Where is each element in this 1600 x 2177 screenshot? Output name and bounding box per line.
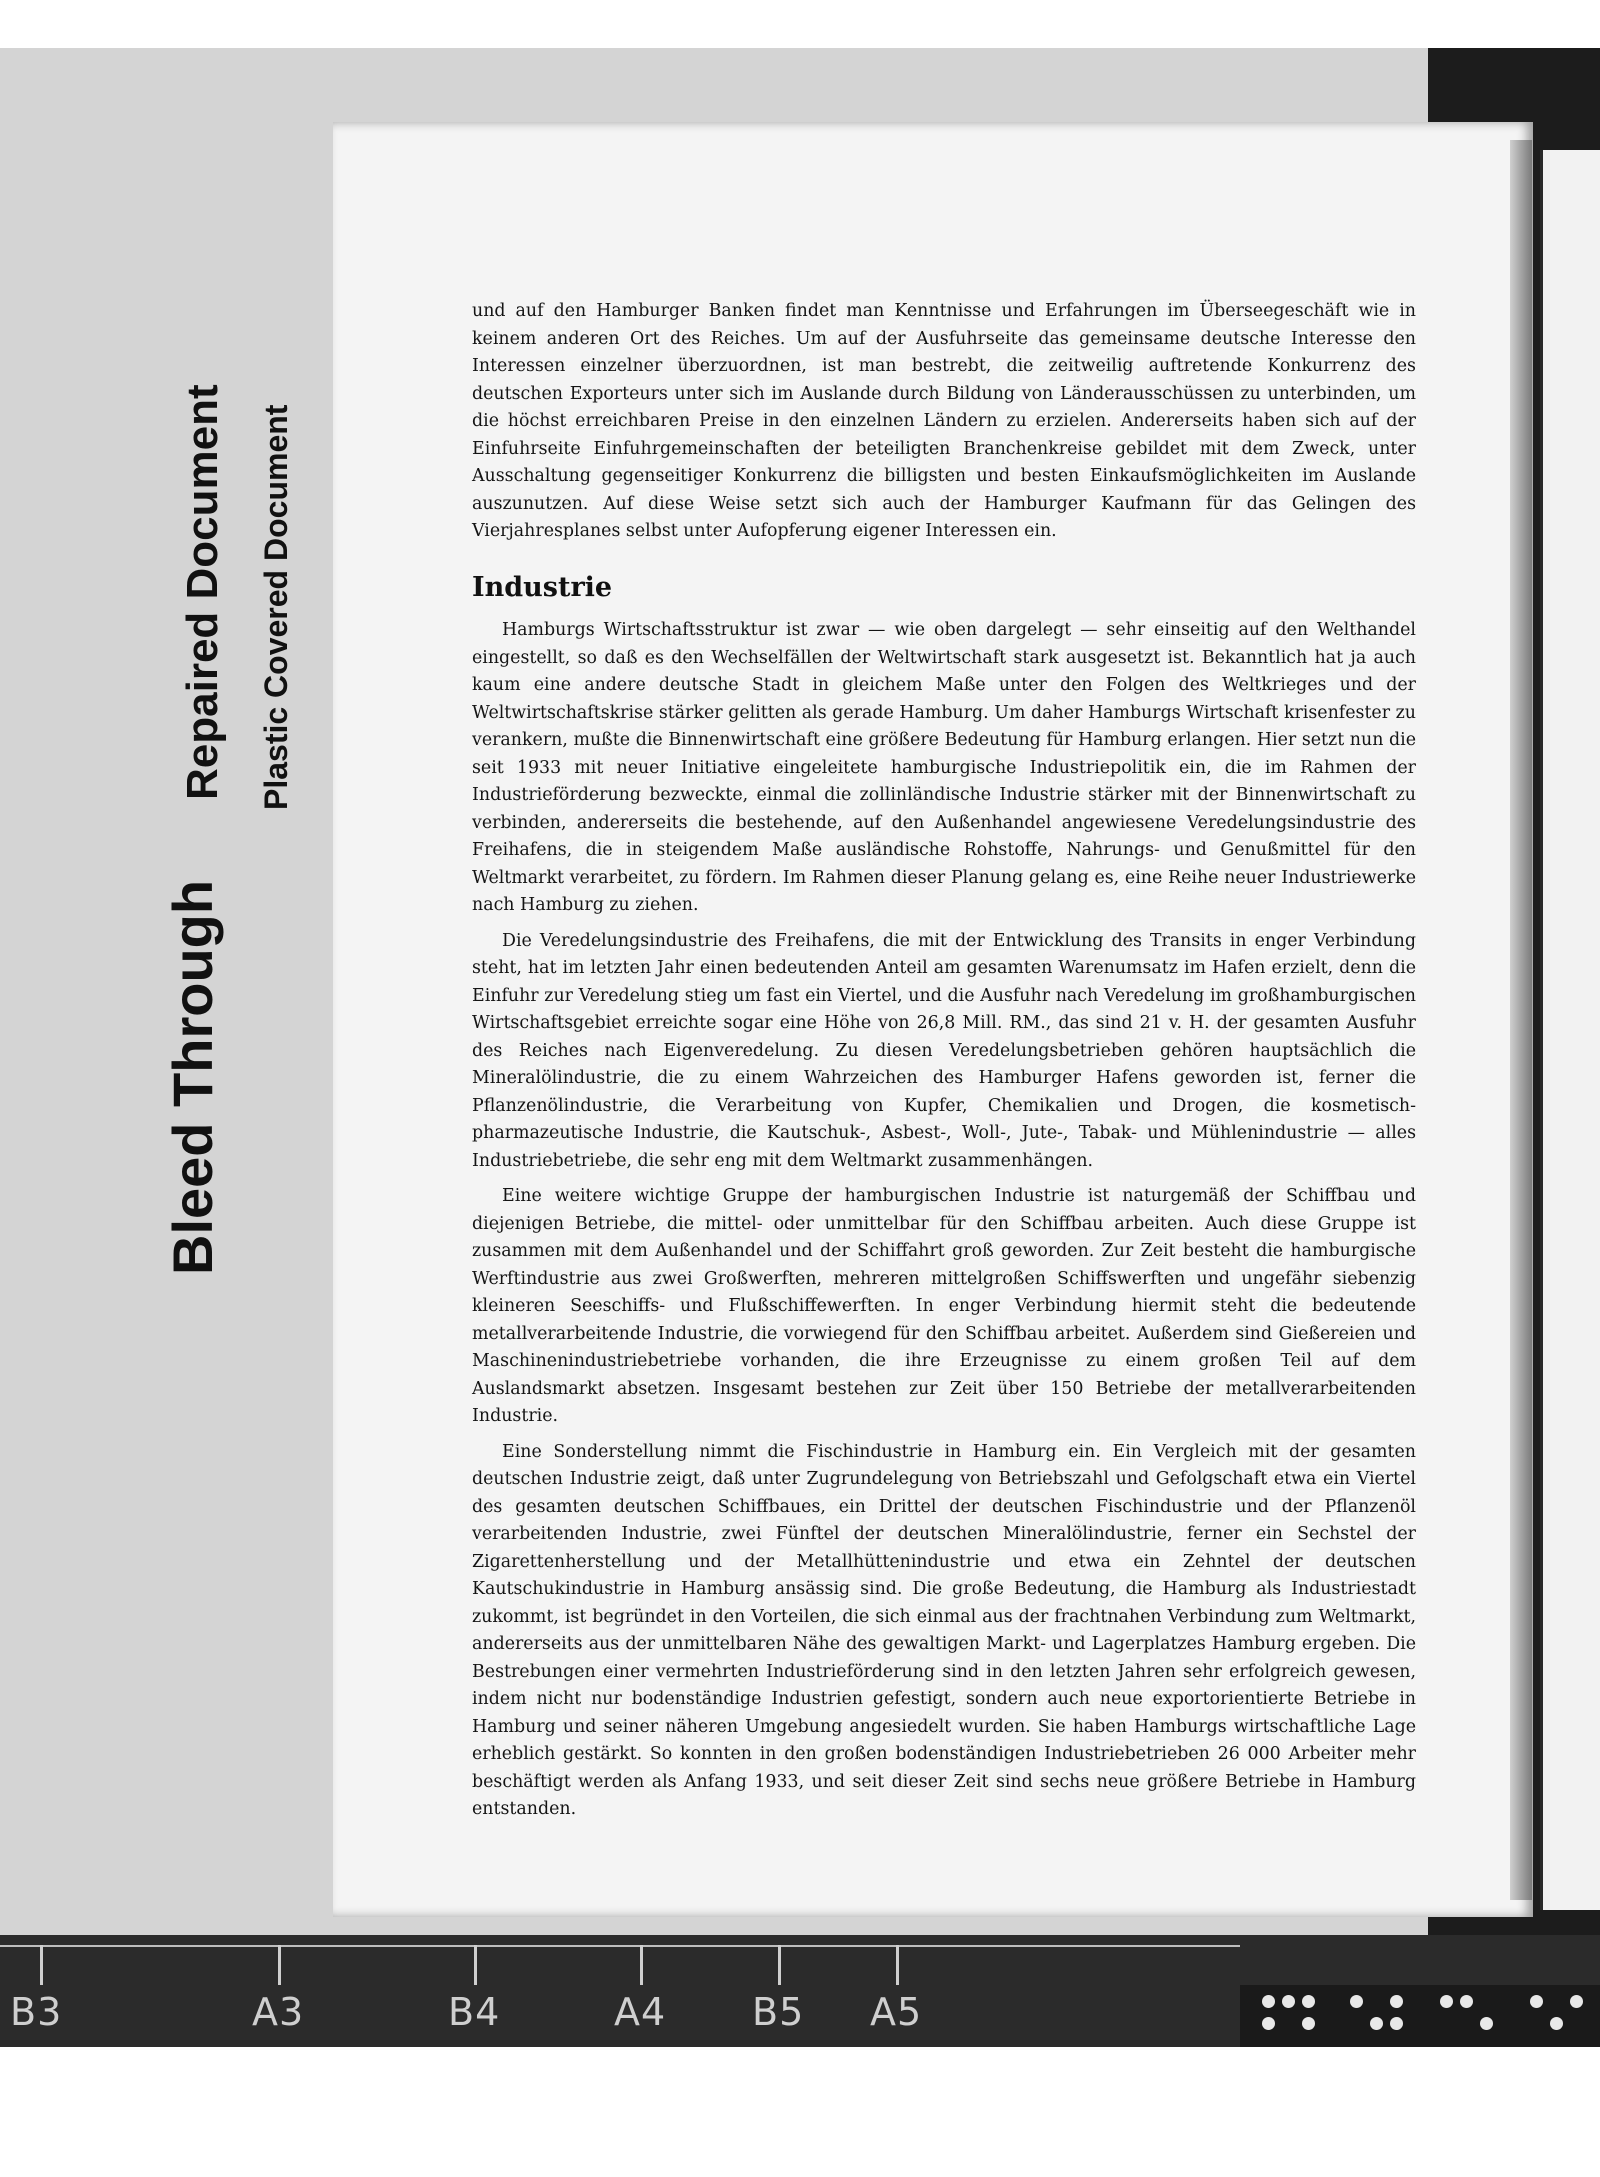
paragraph: Eine Sonderstellung nimmt die Fischindustrie in Hamburg ein. Ein Vergleich mit der gesamten deutschen Industrie zeigt, daß unter Zugrundelegung von Betriebszahl und Gefolgschaft etwa ein Viertel des gesamten deutschen Schiffbaues, ein Drittel der deutschen Fischindustrie und der Pflanzenöl verarbeitenden Industrie, zwei Fünftel der deutschen Mineralölindustrie, ferner ein Sechstel der Zigarettenherstellung und der Metallhüttenindustrie und etwa ein Zehntel der deutschen Kautschukindustrie in Hamburg ansässig sind. Die große Bedeutung, die Hamburg als Industriestadt zukommt, ist begründet in den Vorteilen, die sich einmal aus der frachtnahen Verbindung zum Weltmarkt, andererseits aus der unmittelbaren Nähe des gewaltigen Markt- und Lagerplatzes Hamburg ergeben. Die Bestrebungen einer vermehrten Industrieförderung sind in den letzten Jahren sehr erfolgreich gewesen, indem nicht nur bodenständige Industrien gefestigt, sondern auch neue exportorientierte Betriebe in Hamburg und seiner näheren Umgebung angesiedelt wurden. Sie haben Hamburgs wirtschaftliche Lage erheblich gestärkt. So konnten in den großen bodenständigen Industriebetrieben 26 000 Arbeiter mehr beschäftigt werden als Anfang 1933, und seit dieser Zeit sind sechs neue größere Betriebe in Hamburg entstanden. xyxy=(472,1441,1416,1819)
paragraph: Eine weitere wichtige Gruppe der hamburgischen Industrie ist naturgemäß der Schiffbau und diejenigen Betriebe, die mittel- oder unmittelbar für den Schiffbau arbeiten. Auch diese Gruppe ist zusammen mit dem Außenhandel und der Schiffahrt groß geworden. Zur Zeit besteht die hamburgische Werftindustrie aus zwei Großwerften, mehreren mittelgroßen Schiffswerften und ungefähr siebenzig kleineren Seeschiffs- und Flußschiffewerften. In enger Verbindung hiermit steht die bedeutende metallverarbeitende Industrie, die vorwiegend für den Schiffbau arbeitet. Außerdem sind Gießereien und Maschinenindustriebetriebe vorhanden, die ihre Erzeugnisse zu einem großen Teil auf dem Auslandsmarkt absetzen. Insgesamt bestehen zur Zeit über 150 Betriebe der metallverarbeitenden Industrie. xyxy=(472,1186,1416,1426)
calibration-dot-pattern xyxy=(1240,1985,1600,2047)
ruler-tick xyxy=(278,1945,281,1985)
ruler-tick xyxy=(40,1945,43,1985)
ruler-line xyxy=(0,1945,1240,1947)
ruler-label-b4: B4 xyxy=(448,1990,501,2034)
paragraph: Die Veredelungsindustrie des Freihafens, die mit der Entwicklung des Transits in enger Verbindung steht, hat im letzten Jahr einen bedeutenden Anteil am gesamten Warenumsatz im Hafen erzielt, denn die Einfuhr zur Veredelung stieg um fast ein Viertel, und die Ausfuhr nach Veredelung im großhamburgischen Wirtschaftsgebiet erreichte sogar eine Höhe von 26,8 Mill. RM., das sind 21 v. H. der gesamten Ausfuhr des Reiches nach Eigenveredelung. Zu diesen Veredelungsbetrieben gehören hauptsächlich die Mineralölindustrie, die zu einem Wahrzeichen des Hamburger Hafens geworden ist, ferner die Pflanzenölindustrie, die Verarbeitung von Kupfer, Chemikalien und Drogen, die kosmetisch-pharmazeutische Industrie, die Kautschuk-, Asbest-, Woll-, Jute-, Tabak- und Mühlenindustrie — alles Industriebetriebe, die sehr eng mit dem Weltmarkt zusammenhängen. xyxy=(472,930,1416,1171)
ruler-label-a4: A4 xyxy=(614,1990,667,2034)
label-plastic-covered: Plastic Covered Document xyxy=(258,404,294,810)
ruler-tick xyxy=(474,1945,477,1985)
intro-paragraph: und auf den Hamburger Banken findet man Kenntnisse und Erfahrungen im Überseegeschäft wie in keinem anderen Ort des Reiches. Um auf der Ausfuhrseite das gemeinsame deutsche Interesse den Interessen einzelner überzuordnen, ist man bestrebt, die zeitweilig auftretende Konkurrenz des deutschen Exporteurs unter sich im Auslande durch Bildung von Länderausschüssen zu unterbinden, um die höchst erreichbaren Preise in den einzelnen Ländern zu erzielen. Andererseits haben sich auf der Einfuhrseite Einfuhrgemeinschaften der beteiligten Branchenkreise gebildet mit dem Zweck, unter Ausschaltung gegenseitiger Konkurrenz die billigsten und besten Einkaufsmöglichkeiten im Auslande auszunutzen. Auf diese Weise setzt sich auch der Hamburger Kaufmann für das Gelingen des Vierjahresplanes selbst unter Aufopferung eigener Interessen ein. xyxy=(472,301,1416,541)
ruler-tick xyxy=(778,1945,781,1985)
paragraph: Hamburgs Wirtschaftsstruktur ist zwar — wie oben dargelegt — sehr einseitig auf den Welthandel eingestellt, so daß es den Wechselfällen der Weltwirtschaft stark ausgesetzt ist. Bekanntlich hat ja auch kaum eine andere deutsche Stadt in gleichem Maße unter den Folgen des Weltkrieges und der Weltwirtschaftskrise stärker gelitten als gerade Hamburg. Um daher Hamburgs Wirtschaft krisenfester zu verankern, mußte die Binnenwirtschaft eine größere Bedeutung für Hamburg erlangen. Hier setzt nun die seit 1933 mit neuer Initiative eingeleitete hamburgische Industriepolitik ein, die im Rahmen der Industrieförderung bezweckte, einmal die zollinländische Industrie stärker mit der Binnenwirtschaft zu verbinden, andererseits die bestehende, auf den Außenhandel angewiesene Veredelungsindustrie des Freihafens, die in steigendem Maße ausländische Rohstoffe, Nahrungs- und Genußmittel für den Weltmarkt verarbeitet, zu fördern. Im Rahmen dieser Planung gelang es, eine Reihe neuer Industriewerke nach Hamburg zu ziehen. xyxy=(472,620,1416,915)
ruler-label-a5: A5 xyxy=(870,1990,923,2034)
page-gutter-shadow xyxy=(1510,140,1532,1900)
section-heading: Industrie xyxy=(472,571,613,603)
ruler-label-b3: B3 xyxy=(10,1990,63,2034)
ruler-label-a3: A3 xyxy=(252,1990,305,2034)
ruler-tick xyxy=(896,1945,899,1985)
ruler-label-b5: B5 xyxy=(752,1990,805,2034)
ruler-tick xyxy=(640,1945,643,1985)
document-text xyxy=(472,298,1416,1832)
label-repaired-document: Repaired Document xyxy=(178,384,227,800)
label-bleed-through: Bleed Through xyxy=(161,879,224,1275)
adjacent-page-edge xyxy=(1540,150,1600,1910)
